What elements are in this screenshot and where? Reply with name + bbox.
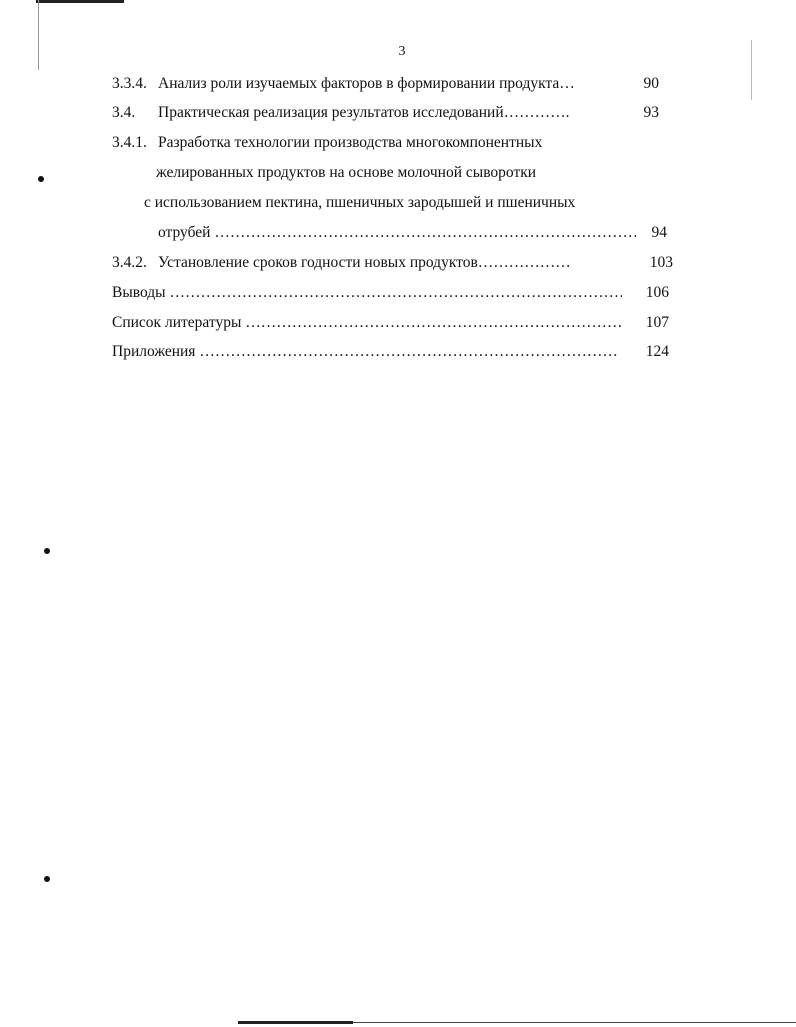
toc-entry-number: 3.4.1.	[112, 134, 147, 151]
toc-entry-page: 107	[645, 314, 669, 331]
toc-entry-title: Разработка технологии производства многокомпонентных	[158, 134, 543, 151]
toc-entry-3-4-1	[112, 129, 677, 157]
toc-entry-page: 93	[643, 104, 659, 121]
toc-entry-title: Установление сроков годности новых продуктов………………	[158, 254, 571, 271]
toc-entry-conclusions	[112, 279, 677, 307]
toc-entry-number: 3.4.	[112, 104, 136, 121]
toc-entry-appendices	[112, 338, 677, 366]
page-number: 3	[398, 44, 406, 59]
binder-hole-dot-1	[38, 176, 44, 182]
toc-entry-title: Анализ роли изучаемых факторов в формировании продукта…	[158, 75, 575, 92]
toc-entry-page: 90	[643, 75, 659, 92]
scan-edge-line-left	[38, 0, 39, 70]
toc-entry-title: Приложения ………………………………………………………………………………………………………………………………………………	[112, 338, 618, 366]
toc-entry-title: Список литературы ………………………………………………………………………………………………………………………………………………	[112, 309, 624, 337]
toc-entry-continuation: желированных продуктов на основе молочной сыворотки	[156, 164, 537, 181]
toc-entry-references	[112, 309, 677, 337]
toc-entry-title: отрубей ………………………………………………………………………………………………………………………………………………	[158, 219, 636, 247]
toc-entry-title: Выводы ………………………………………………………………………………………………………………………………………………	[112, 279, 622, 307]
toc-entry-page: 106	[645, 284, 669, 301]
binder-hole-dot-2	[44, 548, 50, 554]
scan-edge-line-bottom-thick	[238, 1021, 353, 1024]
toc-entry-page: 124	[645, 343, 669, 360]
scan-edge-line-right	[751, 40, 752, 100]
toc-entry-number: 3.4.2.	[112, 254, 147, 271]
toc-entry-page: 94	[651, 224, 667, 241]
toc-entry-3-4	[112, 99, 677, 127]
binder-hole-dot-3	[44, 876, 50, 882]
scan-edge-mark-top-left	[36, 0, 124, 3]
toc-entry-3-3-4	[112, 70, 677, 98]
toc-entry-3-4-2	[112, 249, 677, 277]
toc-entry-continuation: с использованием пектина, пшеничных зародышей и пшеничных	[144, 194, 576, 211]
toc-entry-page: 103	[649, 254, 673, 271]
toc-entry-title: Практическая реализация результатов исследований………….	[158, 104, 570, 121]
toc-entry-3-4-1-end	[112, 219, 677, 247]
toc-entry-number: 3.3.4.	[112, 75, 147, 92]
